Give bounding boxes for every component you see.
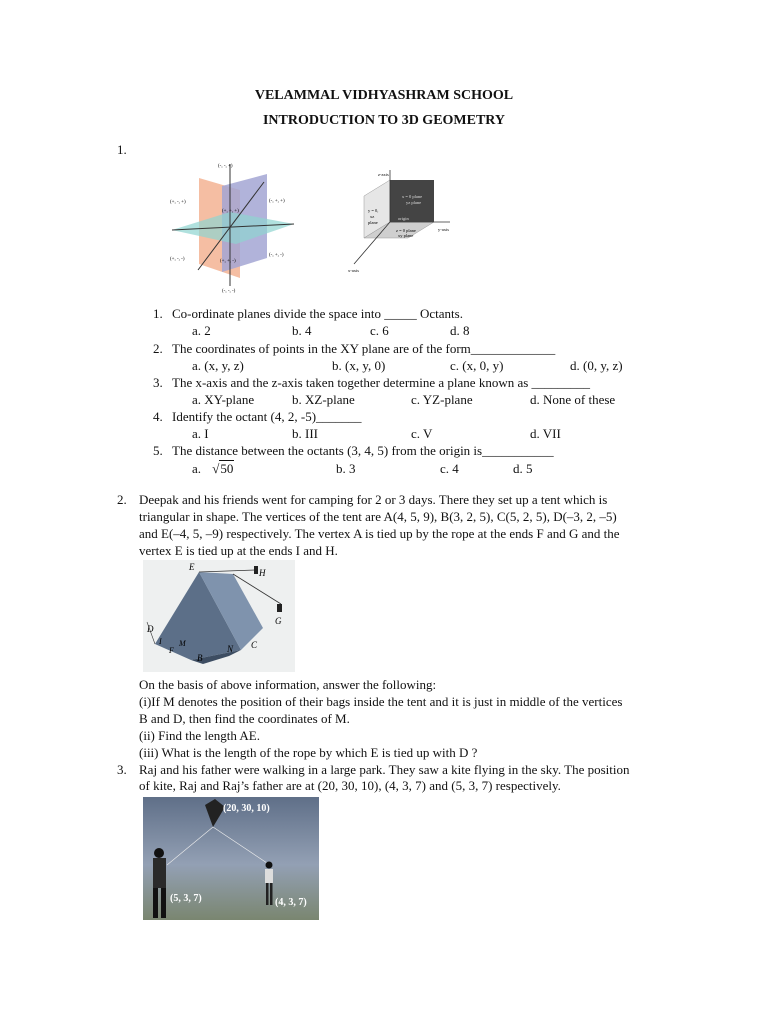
octant-label: (-, +, -) [269, 253, 284, 258]
coordinate-planes-figure [342, 168, 457, 276]
plane-label: xz [370, 214, 375, 219]
octant-label: (-, -, -) [222, 289, 236, 294]
tent-label: B [197, 653, 203, 663]
mcq-4-option-d: d. VII [530, 426, 561, 441]
peg-h-icon [254, 566, 258, 574]
mcq-2-option-a: a. (x, y, z) [192, 358, 244, 373]
plane-label: plane [368, 220, 378, 225]
mcq-2-option-c: c. (x, 0, y) [450, 358, 504, 373]
mcq-1-option-d: d. 8 [450, 323, 470, 338]
octant-label: (+, -, +) [170, 200, 186, 205]
tent-label: F [169, 646, 174, 655]
tent-label: M [179, 639, 186, 648]
plane-label: yz plane [406, 200, 422, 205]
tent-label: I [159, 637, 162, 646]
mcq-4-option-a: a. I [192, 426, 209, 441]
worksheet-topic: INTRODUCTION TO 3D GEOMETRY [262, 113, 506, 128]
kite-position-label: (20, 30, 10) [223, 803, 270, 814]
school-name: VELAMMAL VIDHYASHRAM SCHOOL [254, 88, 514, 103]
tent-label: G [275, 616, 282, 626]
question-1-number: 1. [117, 142, 127, 157]
mcq-3-option-d: d. None of these [530, 392, 616, 407]
axis-label: z-axis [378, 172, 389, 177]
tent-label: N [227, 644, 234, 654]
octant-label: (-, +, +) [269, 199, 285, 204]
mcq-1-option-b: b. 4 [292, 323, 312, 338]
kite-figure [143, 797, 319, 920]
mcq-2-option-b: b. (x, y, 0) [332, 358, 386, 373]
tent-label: D [147, 624, 154, 634]
q2-line: and E(–4, 5, –9) respectively. The vertex A is tied up by the rope at the ends F and G and the [139, 526, 620, 541]
father-position-label: (5, 3, 7) [170, 893, 202, 904]
tent-label: E [189, 562, 195, 572]
mcq-5-text: The distance between the octants (3, 4, 5) from the origin is___________ [172, 443, 554, 458]
mcq-3-number: 3. [153, 375, 163, 390]
mcq-5-option-b: b. 3 [336, 461, 356, 476]
mcq-4-number: 4. [153, 409, 163, 424]
q2-instruction: On the basis of above information, answer the following: [139, 677, 437, 692]
mcq-3-text: The x-axis and the z-axis taken together determine a plane known as _________ [172, 375, 591, 390]
mcq-2-option-d: d. (0, y, z) [570, 358, 623, 373]
sqrt-symbol: √ [212, 461, 220, 476]
mcq-2-number: 2. [153, 341, 163, 356]
q2-subquestion: (iii) What is the length of the rope by which E is tied up with D ? [139, 745, 478, 760]
mcq-5-number: 5. [153, 443, 163, 458]
mcq-4-option-b: b. III [292, 426, 318, 441]
mcq-5-option-c: c. 4 [440, 461, 459, 476]
q2-line: triangular in shape. The vertices of the tent are A(4, 5, 9), B(3, 2, 5), C(5, 2, 5), D(–3, 2, –5) [139, 509, 617, 524]
axis-label: y-axis [438, 227, 449, 232]
tent-label: H [259, 568, 266, 578]
tent-figure [143, 560, 295, 672]
mcq-1-option-a: a. 2 [192, 323, 211, 338]
mcq-1-number: 1. [153, 306, 163, 321]
q2-subquestion: (i)If M denotes the position of their bags inside the tent and it is just in middle of the vertices [139, 694, 623, 709]
mcq-3-option-c: c. YZ-plane [411, 392, 473, 407]
mcq-4-text: Identify the octant (4, 2, -5)_______ [172, 409, 362, 424]
mcq-5-option-d: d. 5 [513, 461, 533, 476]
octant-label: (+, +, -) [220, 259, 236, 264]
octant-label: (+, -, -) [170, 257, 185, 262]
octant-label: (+, +, +) [222, 209, 239, 214]
octant-label: (-, -, +) [218, 164, 233, 169]
plane-label: xy plane [398, 233, 414, 238]
q2-subquestion: (ii) Find the length AE. [139, 728, 260, 743]
sqrt-value: 50 [220, 461, 234, 476]
q3-line: Raj and his father were walking in a large park. They saw a kite flying in the sky. The position [139, 762, 630, 777]
question-3-number: 3. [117, 762, 127, 777]
axis-label: x-axis [348, 268, 359, 273]
q3-line: of kite, Raj and Raj’s father are at (20, 30, 10), (4, 3, 7) and (5, 3, 7) respectively. [139, 778, 561, 793]
plane-label: z = 0 plane [396, 228, 416, 233]
mcq-4-option-c: c. V [411, 426, 433, 441]
raj-position-label: (4, 3, 7) [275, 897, 307, 908]
mcq-5-option-a [192, 461, 234, 477]
q2-line: Deepak and his friends went for camping for 2 or 3 days. There they set up a tent which is [139, 492, 608, 507]
q2-subquestion: B and D, then find the coordinates of M. [139, 711, 350, 726]
mcq-2-text: The coordinates of points in the XY plane are of the form_____________ [172, 341, 556, 356]
question-2-number: 2. [117, 492, 127, 507]
mcq-3-option-a: a. XY-plane [192, 392, 255, 407]
peg-g-icon [277, 604, 282, 612]
octants-figure [168, 160, 298, 298]
q2-line: vertex E is tied up at the ends I and H. [139, 543, 338, 558]
mcq-1-option-c: c. 6 [370, 323, 389, 338]
tent-label: C [251, 640, 258, 650]
plane-label: y = 0, [368, 208, 379, 213]
plane-label: x = 0 plane [402, 194, 423, 199]
mcq-1-text: Co-ordinate planes divide the space into _____ Octants. [172, 306, 463, 321]
mcq-3-option-b: b. XZ-plane [292, 392, 355, 407]
origin-label: origin [398, 216, 409, 221]
option-a-label: a. [192, 461, 202, 476]
